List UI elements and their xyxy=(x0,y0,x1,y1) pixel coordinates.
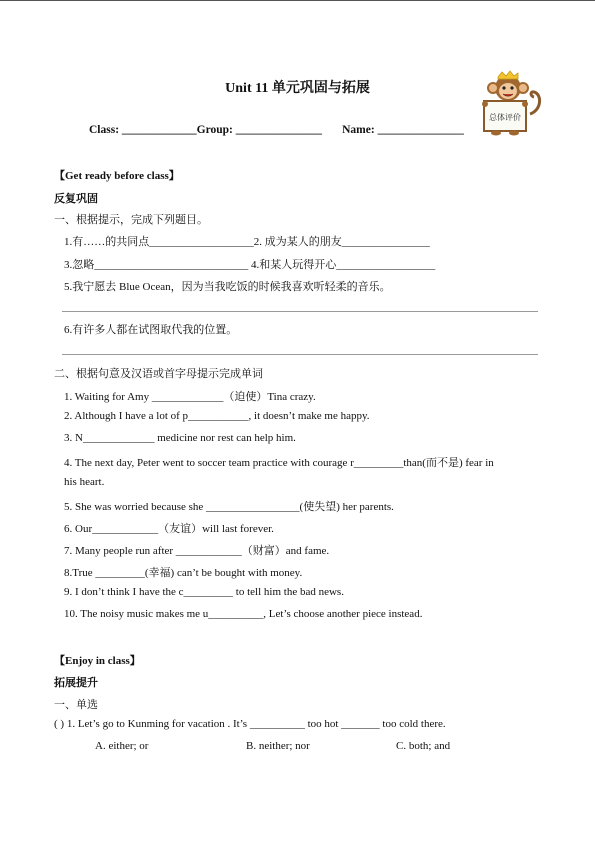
top-border xyxy=(0,0,595,1)
question-4-line2: his heart. xyxy=(64,476,105,488)
mc-option-a: A. either; or xyxy=(95,740,149,752)
question-7: 7. Many people run after ____________（财富）and fame. xyxy=(64,545,330,557)
answer-line-6 xyxy=(62,354,538,355)
question-3: 3. N_____________ medicine nor rest can help him. xyxy=(64,432,296,444)
section-heading-in-class: 【Enjoy in class】 xyxy=(54,655,141,667)
page-title: Unit 11 单元巩固与拓展 xyxy=(225,81,370,96)
group-label: Group: xyxy=(196,124,233,136)
translation-item-6: 6.有许多人都在试图取代我的位置。 xyxy=(64,324,238,336)
student-info-line xyxy=(89,124,464,136)
badge-text: 总体评价 xyxy=(489,113,521,122)
question-4-line1: 4. The next day, Peter went to soccer team practice with courage r_________than(而不是) fear in xyxy=(64,457,494,469)
translation-item-5: 5.我宁愿去 Blue Ocean，因为当我吃饭的时候我喜欢听轻柔的音乐。 xyxy=(64,281,391,293)
subheading-extension: 拓展提升 xyxy=(54,677,98,689)
subheading-review: 反复巩固 xyxy=(54,193,98,205)
mc-option-c: C. both; and xyxy=(396,740,451,752)
part2-instructions: 二、根据句意及汉语或首字母提示完成单词 xyxy=(54,368,263,380)
name-blank: _______________ xyxy=(377,124,464,136)
question-8: 8.True _________(幸福) can’t be bought with money. xyxy=(64,567,303,579)
monkey-mascot-icon xyxy=(478,70,542,136)
class-blank: _____________ xyxy=(121,124,197,136)
question-2: 2. Although I have a lot of p___________, it doesn’t make me happy. xyxy=(64,410,370,422)
vocab-item-3-4: 3.忽略____________________________ 4.和某人玩得开心__________________ xyxy=(64,259,436,271)
question-5: 5. She was worried because she _________________(使失望) her parents. xyxy=(64,501,394,513)
part1-instructions: 一、根据提示，完成下列题目。 xyxy=(54,214,208,226)
question-6: 6. Our____________（友谊）will last forever. xyxy=(64,523,274,535)
group-blank: _______________ xyxy=(235,124,322,136)
vocab-item-1-2: 1.有……的共同点___________________2. 成为某人的朋友________________ xyxy=(64,236,430,248)
mc-question-1: ( ) 1. Let’s go to Kunming for vacation . It’s __________ too hot _______ too cold there. xyxy=(54,718,446,730)
answer-line-5 xyxy=(62,311,538,312)
mc-option-b: B. neither; nor xyxy=(246,740,310,752)
question-9: 9. I don’t think I have the c_________ to tell him the bad news. xyxy=(64,586,344,598)
section-heading-before-class: 【Get ready before class】 xyxy=(54,170,180,182)
question-1: 1. Waiting for Amy _____________（迫使）Tina crazy. xyxy=(64,391,316,403)
question-10: 10. The noisy music makes me u__________, Let’s choose another piece instead. xyxy=(64,608,423,620)
class-label: Class: xyxy=(89,124,120,136)
name-label: Name: xyxy=(342,124,375,136)
mc-instructions: 一、单选 xyxy=(54,699,98,711)
